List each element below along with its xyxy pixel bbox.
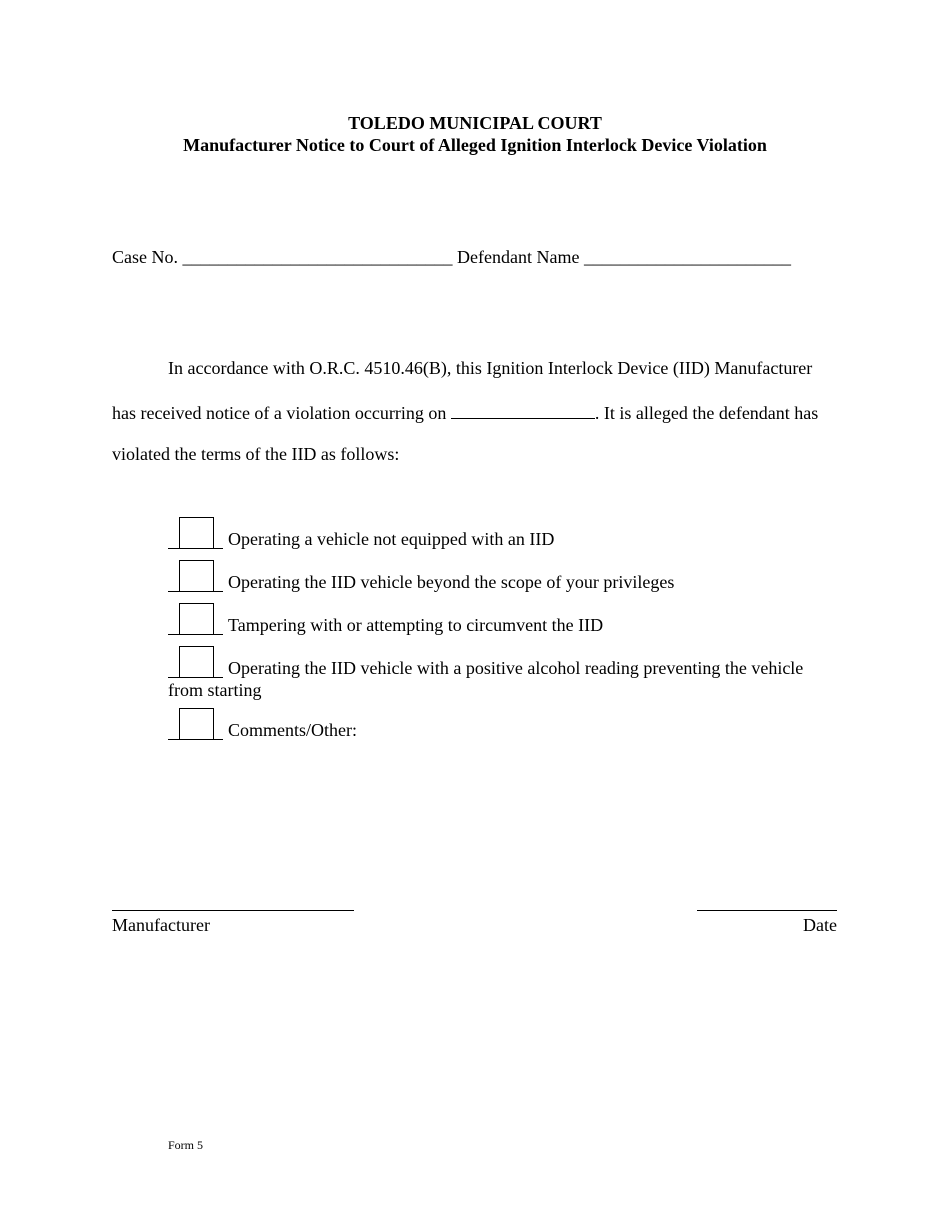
checkbox-underline (168, 634, 223, 635)
violation-checkbox[interactable] (179, 603, 214, 635)
manufacturer-label: Manufacturer (112, 915, 210, 935)
violation-label: Operating the IID vehicle beyond the scope of your privileges (228, 572, 675, 592)
comments-label: Comments/Other: (228, 720, 357, 740)
body-line-2-start: has received notice of a violation occurring on (112, 403, 451, 423)
case-info-line (112, 246, 791, 268)
case-no-field[interactable]: ______________________________ (182, 247, 453, 267)
body-line-2 (112, 400, 818, 424)
body-line-3: violated the terms of the IID as follows: (112, 444, 400, 464)
violation-label: Operating a vehicle not equipped with an IID (228, 529, 555, 549)
violation-date-field[interactable] (451, 400, 595, 419)
violation-label-continuation: from starting (168, 680, 262, 700)
violation-checkbox[interactable] (179, 560, 214, 592)
violation-checkbox[interactable] (179, 517, 214, 549)
body-line-1: In accordance with O.R.C. 4510.46(B), this Ignition Interlock Device (IID) Manufacturer (168, 358, 813, 378)
violation-item (168, 646, 848, 701)
form-title: Manufacturer Notice to Court of Alleged Ignition Interlock Device Violation (183, 135, 767, 155)
violation-item (168, 603, 848, 636)
checkbox-underline (168, 591, 223, 592)
form-number: Form 5 (168, 1138, 204, 1152)
body-line-2-end: . It is alleged the defendant has (594, 403, 819, 423)
court-name: TOLEDO MUNICIPAL COURT (348, 113, 602, 133)
checkbox-underline (168, 548, 223, 549)
date-label: Date (803, 915, 837, 935)
checkbox-underline (168, 677, 223, 678)
violation-label: Tampering with or attempting to circumvent the IID (228, 615, 604, 635)
manufacturer-signature-line[interactable] (112, 910, 354, 911)
defendant-name-label: Defendant Name (457, 247, 580, 267)
violation-label: Operating the IID vehicle with a positive alcohol reading preventing the vehicle (228, 658, 804, 678)
defendant-name-field[interactable]: _______________________ (583, 247, 791, 267)
date-signature-line[interactable] (697, 910, 837, 911)
violation-item (168, 560, 848, 593)
violation-item (168, 708, 848, 741)
case-no-label: Case No. (112, 247, 178, 267)
violation-checkbox[interactable] (179, 646, 214, 678)
violation-item (168, 517, 848, 550)
violation-checkbox[interactable] (179, 708, 214, 740)
checkbox-underline (168, 739, 223, 740)
